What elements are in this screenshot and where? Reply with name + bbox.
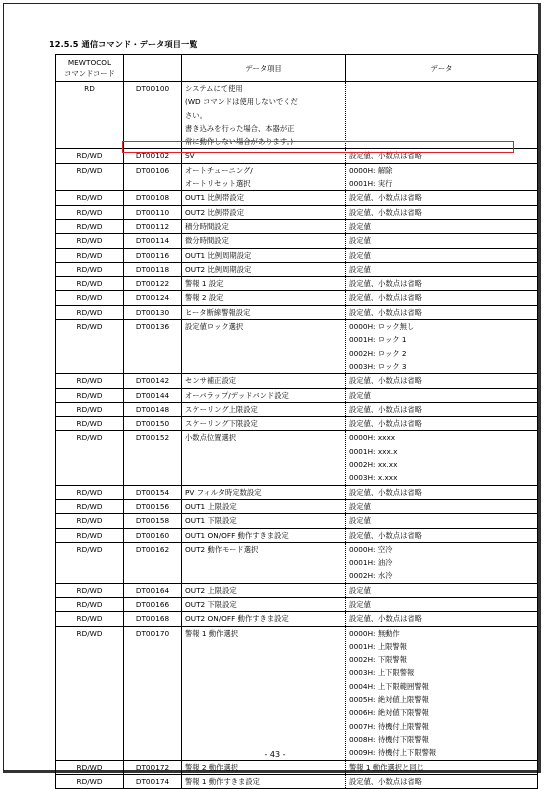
cell-data-text: 0000H: 解除 0001H: 実行 — [349, 165, 393, 189]
cell-data — [346, 291, 538, 305]
table-row — [56, 626, 538, 760]
cell-item — [182, 626, 346, 760]
cell-item-text: OUT1 比例帯設定 — [185, 193, 244, 203]
cell-address-text: DT00124 — [135, 293, 170, 303]
cell-data-text: 設定値 — [349, 264, 371, 274]
cell-address-text: DT00150 — [135, 419, 170, 429]
cell-address-text: DT00118 — [135, 264, 170, 274]
cell-command — [56, 612, 124, 626]
cell-item-text: OUT2 下限設定 — [185, 599, 237, 609]
command-table — [55, 54, 538, 789]
cell-address-text: DT00112 — [135, 221, 170, 231]
cell-address — [124, 597, 182, 611]
cell-item — [182, 774, 346, 788]
cell-command — [56, 499, 124, 513]
table-row — [56, 219, 538, 233]
table-row — [56, 388, 538, 402]
cell-command-text: RD — [84, 84, 95, 93]
cell-item-text: OUT1 ON/OFF 動作すきま設定 — [185, 530, 289, 540]
cell-command — [56, 291, 124, 305]
cell-command-text: RD/WD — [76, 151, 103, 161]
cell-data-text: 設定値、小数点は省略 — [349, 376, 422, 386]
table-row — [56, 499, 538, 513]
cell-address — [124, 514, 182, 528]
cell-command-text: RD/WD — [76, 279, 103, 289]
section-title: 12.5.5 通信コマンド・データ項目一覧 — [49, 39, 198, 49]
cell-command-text: RD/WD — [76, 307, 103, 317]
cell-data — [346, 431, 538, 485]
cell-data — [346, 234, 538, 248]
cell-item — [182, 431, 346, 485]
cell-item-text: 微分時間設定 — [185, 236, 229, 246]
cell-command — [56, 374, 124, 388]
cell-address — [124, 431, 182, 485]
table-row — [56, 291, 538, 305]
cell-data — [346, 499, 538, 513]
cell-address-text: DT00174 — [135, 776, 170, 786]
cell-command-text: RD/WD — [76, 264, 103, 274]
cell-command — [56, 626, 124, 760]
cell-address-text: DT00154 — [135, 487, 170, 497]
table-row — [56, 205, 538, 219]
cell-command-text: RD/WD — [76, 293, 103, 303]
table-row — [56, 774, 538, 788]
cell-item — [182, 417, 346, 431]
cell-address — [124, 219, 182, 233]
cell-item — [182, 291, 346, 305]
cell-data-text: 0000H: 無動作 0001H: 上限警報 0002H: 下限警報 0003H: 上下限警報 0004H: 上下限範囲警報 0005H: 絶対値上限警報 0006H: 絶対値下限警報 0007H: 待機付上限警報 0008H: 待機付下限警報 0009H: 待機付上下限警報 — [349, 628, 437, 758]
cell-data — [346, 597, 538, 611]
cell-address — [124, 374, 182, 388]
header-address — [124, 55, 182, 82]
table-row — [56, 760, 538, 774]
cell-command — [56, 277, 124, 291]
cell-data-text: 設定値 — [349, 221, 371, 231]
cell-command — [56, 82, 124, 149]
cell-address-text: DT00148 — [135, 404, 170, 414]
cell-address — [124, 320, 182, 374]
table-row — [56, 82, 538, 149]
cell-data-text: 設定値 — [349, 390, 371, 400]
cell-data — [346, 305, 538, 319]
cell-data-text: 0000H: xxxx 0001H: xxx.x 0002H: xx.xx 0003H: x.xxx — [349, 433, 398, 483]
cell-data — [346, 277, 538, 291]
cell-address-text: DT00152 — [135, 433, 170, 443]
cell-item-text: OUT2 動作モード選択 — [185, 544, 259, 554]
cell-address-text: DT00114 — [135, 236, 170, 246]
cell-data — [346, 191, 538, 205]
table-row — [56, 583, 538, 597]
cell-command-text: RD/WD — [76, 614, 103, 624]
cell-data-text: 設定値 — [349, 236, 371, 246]
table-row — [56, 320, 538, 374]
cell-address-text: DT00122 — [135, 279, 170, 289]
cell-item-text: OUT1 下限設定 — [185, 516, 237, 526]
table-row — [56, 234, 538, 248]
cell-data — [346, 626, 538, 760]
cell-address — [124, 388, 182, 402]
cell-command-text: RD/WD — [76, 390, 103, 400]
table-row — [56, 514, 538, 528]
cell-address-text: DT00106 — [135, 165, 170, 175]
cell-data-text: 0000H: 空冷 0001H: 油冷 0002H: 水冷 — [349, 544, 393, 581]
cell-address-text: DT00160 — [135, 530, 170, 540]
cell-address — [124, 528, 182, 542]
cell-data-text: 設定値、小数点は省略 — [349, 530, 422, 540]
cell-item-text: OUT1 上限設定 — [185, 501, 237, 511]
cell-address-text: DT00110 — [135, 207, 170, 217]
cell-address — [124, 774, 182, 788]
cell-command-text: RD/WD — [76, 236, 103, 246]
cell-command-text: RD/WD — [76, 762, 103, 772]
cell-command-text: RD/WD — [76, 487, 103, 497]
table-row — [56, 277, 538, 291]
cell-address-text: DT00166 — [135, 599, 170, 609]
cell-item-text: OUT2 ON/OFF 動作すきま設定 — [185, 614, 289, 624]
cell-address-text: DT00100 — [135, 84, 170, 93]
cell-command — [56, 234, 124, 248]
cell-command — [56, 402, 124, 416]
cell-data-text: 設定値、小数点は省略 — [349, 193, 422, 203]
cell-data-text: 設定値、小数点は省略 — [349, 279, 422, 289]
cell-data-text: 設定値、小数点は省略 — [349, 419, 422, 429]
cell-address-text: DT00158 — [135, 516, 170, 526]
cell-command-text: RD/WD — [76, 193, 103, 203]
cell-item — [182, 597, 346, 611]
cell-item-text: 積分時間設定 — [185, 221, 229, 231]
cell-command — [56, 262, 124, 276]
cell-command-text: RD/WD — [76, 530, 103, 540]
cell-data-text: 設定値、小数点は省略 — [349, 151, 422, 161]
cell-address-text: DT00168 — [135, 614, 170, 624]
cell-command-text: RD/WD — [76, 628, 103, 638]
table-row — [56, 149, 538, 163]
cell-address — [124, 626, 182, 760]
cell-command — [56, 191, 124, 205]
cell-item-text: センサ補正設定 — [185, 376, 237, 386]
cell-address — [124, 82, 182, 149]
cell-address — [124, 485, 182, 499]
table-row — [56, 417, 538, 431]
cell-command-text: RD/WD — [76, 376, 103, 386]
cell-item-text: SV — [185, 151, 195, 161]
cell-item-text: OUT2 上限設定 — [185, 585, 237, 595]
cell-command — [56, 320, 124, 374]
cell-item-text: オートチューニング/ オートリセット選択 — [185, 165, 253, 189]
cell-command-text: RD/WD — [76, 433, 103, 443]
cell-address — [124, 583, 182, 597]
cell-command-text: RD/WD — [76, 419, 103, 429]
cell-address-text: DT00108 — [135, 193, 170, 203]
cell-command-text: RD/WD — [76, 207, 103, 217]
cell-item — [182, 514, 346, 528]
cell-data-text: 0000H: ロック無し 0001H: ロック 1 0002H: ロック 2 0003H: ロック 3 — [349, 322, 415, 371]
cell-item — [182, 612, 346, 626]
cell-data — [346, 542, 538, 583]
cell-item — [182, 234, 346, 248]
table-header-row — [56, 55, 538, 82]
cell-data — [346, 774, 538, 788]
cell-data — [346, 583, 538, 597]
cell-address — [124, 205, 182, 219]
cell-data — [346, 248, 538, 262]
cell-address-text: DT00172 — [135, 762, 170, 772]
cell-command — [56, 248, 124, 262]
cell-item-text: PV フィルタ時定数設定 — [185, 487, 262, 497]
cell-command-text: RD/WD — [76, 516, 103, 526]
table-row — [56, 597, 538, 611]
cell-item — [182, 402, 346, 416]
cell-address-text: DT00116 — [135, 250, 170, 260]
cell-address — [124, 291, 182, 305]
cell-command — [56, 485, 124, 499]
cell-address-text: DT00170 — [135, 628, 170, 638]
table-row — [56, 431, 538, 485]
cell-command — [56, 431, 124, 485]
cell-address — [124, 542, 182, 583]
table-row — [56, 528, 538, 542]
cell-address — [124, 612, 182, 626]
cell-data-text: 設定値、小数点は省略 — [349, 293, 422, 303]
cell-command — [56, 760, 124, 774]
cell-item-text: OUT2 比例帯設定 — [185, 207, 244, 217]
cell-address — [124, 163, 182, 191]
cell-address — [124, 234, 182, 248]
cell-address — [124, 248, 182, 262]
cell-item-text: 警報 2 設定 — [185, 293, 224, 303]
cell-item-text: 警報 1 設定 — [185, 279, 224, 289]
cell-data — [346, 320, 538, 374]
cell-command-text: RD/WD — [76, 165, 103, 175]
cell-data — [346, 528, 538, 542]
cell-data — [346, 219, 538, 233]
cell-command — [56, 514, 124, 528]
cell-item-text: 警報 1 動作すきま設定 — [185, 776, 260, 786]
cell-item-text: OUT2 比例周期設定 — [185, 264, 252, 274]
table-body — [56, 82, 538, 789]
cell-item — [182, 760, 346, 774]
cell-data-text: 設定値 — [349, 599, 371, 609]
cell-data — [346, 612, 538, 626]
cell-item — [182, 374, 346, 388]
cell-address — [124, 417, 182, 431]
table-row — [56, 191, 538, 205]
cell-data-text: 設定値、小数点は省略 — [349, 614, 422, 624]
cell-command-text: RD/WD — [76, 322, 103, 332]
cell-data-text: 設定値 — [349, 501, 371, 511]
cell-data-text: 設定値 — [349, 516, 371, 526]
cell-item — [182, 499, 346, 513]
cell-item-text: OUT1 比例周期設定 — [185, 250, 252, 260]
cell-item — [182, 583, 346, 597]
cell-command — [56, 388, 124, 402]
cell-command-text: RD/WD — [76, 501, 103, 511]
cell-address — [124, 191, 182, 205]
page-number: - 43 - — [264, 750, 286, 759]
cell-command — [56, 149, 124, 163]
cell-data-text: 設定値、小数点は省略 — [349, 776, 422, 786]
table-row — [56, 374, 538, 388]
cell-item — [182, 542, 346, 583]
cell-item-text: システムにて使用 (WD コマンドは使用しないでくだ さい。 書き込みを行った場合、本器が正 常に動作しない場合があります。) — [185, 84, 298, 147]
table-row — [56, 402, 538, 416]
cell-item — [182, 485, 346, 499]
cell-item-text: 警報 1 動作選択 — [185, 628, 239, 638]
cell-data — [346, 149, 538, 163]
cell-address-text: DT00162 — [135, 544, 170, 554]
cell-data — [346, 374, 538, 388]
cell-address-text: DT00102 — [135, 151, 170, 161]
cell-address-text: DT00142 — [135, 376, 170, 386]
cell-item-text: オーバラップ/デッドバンド設定 — [185, 390, 289, 400]
cell-command — [56, 528, 124, 542]
cell-command-text: RD/WD — [76, 544, 103, 554]
cell-item — [182, 219, 346, 233]
cell-data — [346, 388, 538, 402]
cell-command-text: RD/WD — [76, 599, 103, 609]
cell-data — [346, 485, 538, 499]
cell-data-text: 設定値、小数点は省略 — [349, 404, 422, 414]
cell-command — [56, 597, 124, 611]
cell-address — [124, 499, 182, 513]
header-command-code: MEWTOCOL コマンドコード — [56, 55, 124, 82]
cell-item-text: ヒータ断線警報設定 — [185, 307, 251, 317]
cell-data-text: 設定値 — [349, 250, 371, 260]
table-row — [56, 485, 538, 499]
cell-data-text: 警報 1 動作選択と同じ — [349, 762, 424, 772]
cell-data-text: 設定値、小数点は省略 — [349, 207, 422, 217]
cell-data-text: 設定値 — [349, 585, 371, 595]
cell-command-text: RD/WD — [76, 250, 103, 260]
cell-item — [182, 320, 346, 374]
table-row — [56, 262, 538, 276]
cell-command — [56, 417, 124, 431]
cell-address — [124, 760, 182, 774]
cell-item — [182, 149, 346, 163]
cell-item — [182, 528, 346, 542]
cell-command — [56, 583, 124, 597]
cell-item — [182, 388, 346, 402]
table-row — [56, 542, 538, 583]
cell-item — [182, 262, 346, 276]
cell-data — [346, 262, 538, 276]
cell-command — [56, 219, 124, 233]
header-data: データ — [346, 55, 538, 82]
cell-item-text: 小数点位置選択 — [185, 433, 237, 443]
cell-item-text: スケーリング下限設定 — [185, 419, 258, 429]
cell-command — [56, 305, 124, 319]
cell-command-text: RD/WD — [76, 776, 103, 786]
cell-item-text: 警報 2 動作選択 — [185, 762, 239, 772]
cell-data-text: 設定値、小数点は省略 — [349, 487, 422, 497]
cell-item — [182, 82, 346, 149]
cell-data — [346, 417, 538, 431]
cell-command — [56, 542, 124, 583]
cell-data — [346, 163, 538, 191]
cell-command — [56, 205, 124, 219]
cell-item — [182, 163, 346, 191]
cell-address-text: DT00164 — [135, 585, 170, 595]
cell-data — [346, 82, 538, 149]
cell-address-text: DT00156 — [135, 501, 170, 511]
table-row — [56, 612, 538, 626]
cell-address-text: DT00144 — [135, 390, 170, 400]
cell-command — [56, 774, 124, 788]
cell-item — [182, 248, 346, 262]
cell-data — [346, 402, 538, 416]
cell-data — [346, 760, 538, 774]
cell-item-text: 設定値ロック選択 — [185, 322, 244, 332]
table-row — [56, 163, 538, 191]
cell-data — [346, 514, 538, 528]
cell-command-text: RD/WD — [76, 221, 103, 231]
cell-command — [56, 163, 124, 191]
cell-command-text: RD/WD — [76, 404, 103, 414]
cell-address-text: DT00130 — [135, 307, 170, 317]
cell-address — [124, 149, 182, 163]
cell-item-text: スケーリング上限設定 — [185, 404, 258, 414]
cell-item — [182, 277, 346, 291]
cell-address-text: DT00136 — [135, 322, 170, 332]
cell-item — [182, 305, 346, 319]
cell-address — [124, 402, 182, 416]
cell-address — [124, 277, 182, 291]
cell-command-text: RD/WD — [76, 585, 103, 595]
header-data-item: データ項目 — [182, 55, 346, 82]
cell-address — [124, 262, 182, 276]
cell-item — [182, 205, 346, 219]
cell-item — [182, 191, 346, 205]
cell-address — [124, 305, 182, 319]
cell-data-text: 設定値、小数点は省略 — [349, 307, 422, 317]
table-row — [56, 305, 538, 319]
cell-data — [346, 205, 538, 219]
table-row — [56, 248, 538, 262]
